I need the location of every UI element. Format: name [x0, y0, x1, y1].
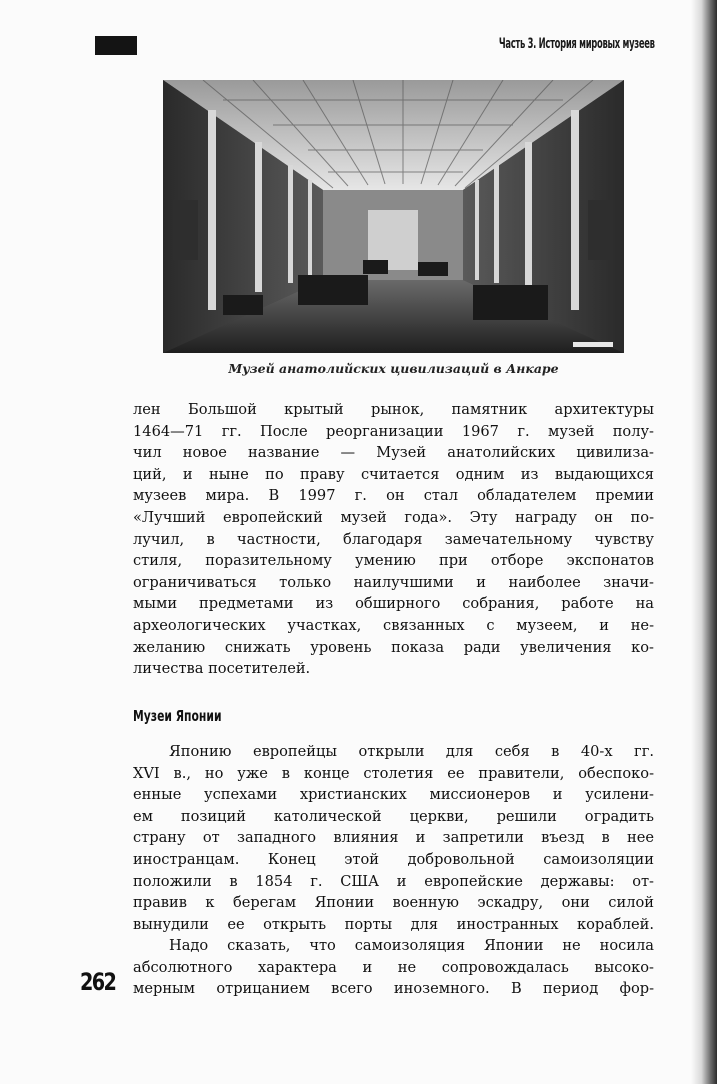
text-line: лучил, в частности, благодаря замечательному чувству	[133, 530, 654, 548]
museum-gallery-illustration	[163, 80, 624, 353]
text-line: ем позиций католической церкви, решили оградить	[133, 807, 654, 825]
text-line: мыми предметами из обширного собрания, работе на	[133, 595, 654, 613]
section-heading: Музеи Японии	[133, 707, 222, 725]
paragraph-japan-isolation	[133, 741, 654, 935]
text-line: стиля, поразительному умению при отборе экспонатов	[133, 552, 654, 570]
text-line: ограничиваться только наилучшими и наиболее значи-	[133, 573, 654, 591]
text-line: личества посетителей.	[133, 660, 311, 678]
text-line: лен Большой крытый рынок, памятник архитектуры	[133, 401, 654, 418]
text-line: желанию снижать уровень показа ради увеличения ко-	[133, 638, 654, 656]
museum-gallery-photo	[163, 80, 624, 353]
text-line: Японию европейцы открыли для себя в 40-х гг.	[169, 743, 654, 760]
text-line: 1464—71 гг. После реорганизации 1967 г. музей полу-	[133, 422, 654, 440]
text-line: страну от западного влияния и запретили въезд в нее	[133, 829, 654, 847]
text-line: вынудили ее открыть порты для иностранных кораблей.	[133, 915, 654, 933]
text-line: абсолютного характера и не сопровождалась высоко-	[133, 958, 654, 976]
text-line: «Лучший европейский музей года». Эту награду он по-	[133, 508, 654, 526]
text-line: правив к берегам Японии военную эскадру, они силой	[133, 894, 654, 912]
text-line: чил новое название — Музей анатолийских цивилиза-	[133, 444, 654, 462]
figure-caption: Музей анатолийских цивилизаций в Анкаре	[228, 361, 559, 376]
running-head: Часть 3. История мировых музеев	[499, 36, 655, 52]
paragraph-japan-openness	[133, 935, 654, 1000]
text-line: енные успехами христианских миссионеров и усилени-	[133, 786, 654, 804]
paragraph-anatolian-museum	[133, 399, 654, 680]
text-line: XVI в., но уже в конце столетия ее правители, обеспоко-	[133, 764, 654, 782]
page-number: 262	[80, 968, 116, 996]
text-line: иностранцам. Конец этой добровольной самоизоляции	[133, 850, 654, 868]
text-line: Надо сказать, что самоизоляция Японии не носила	[169, 937, 654, 954]
text-line: положили в 1854 г. США и европейские державы: от-	[133, 872, 654, 890]
text-line: мерным отрицанием всего иноземного. В период фор-	[133, 980, 654, 998]
text-line: ций, и ныне по праву считается одним из выдающихся	[133, 465, 654, 483]
text-line: музеев мира. В 1997 г. он стал обладателем премии	[133, 487, 654, 505]
header-black-bar	[95, 36, 137, 55]
page-edge-shadow	[691, 0, 717, 1084]
text-line: археологических участках, связанных с музеем, и не-	[133, 616, 654, 634]
